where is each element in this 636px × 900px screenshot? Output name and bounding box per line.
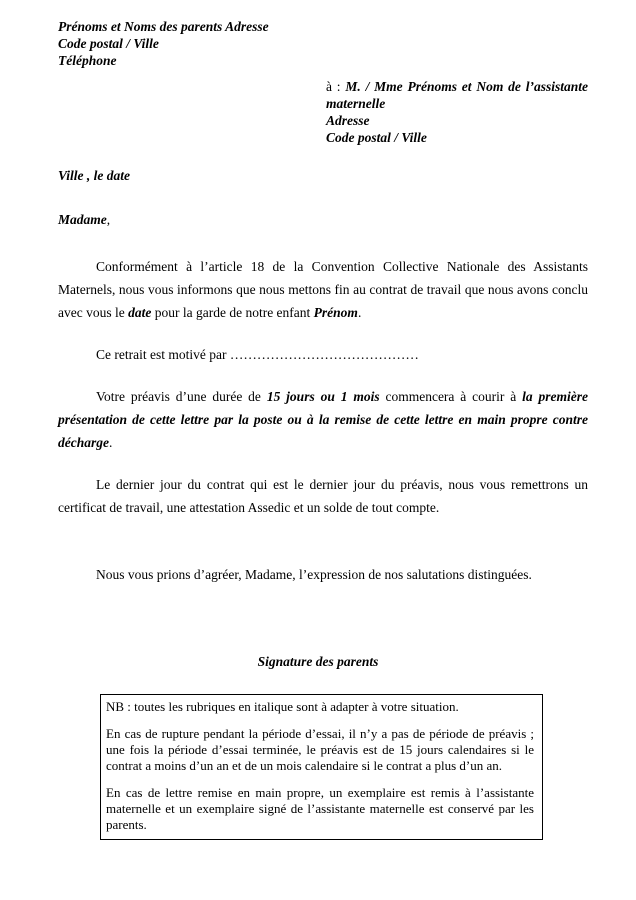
salutation-name: Madame bbox=[58, 212, 107, 227]
sender-name-address: Prénoms et Noms des parents Adresse bbox=[58, 19, 269, 34]
paragraph-last-day-text: Le dernier jour du contrat qui est le dernier jour du préavis, nous vous remettrons un certificat de travail, une attestation Assedic et un solde de tout compte. bbox=[58, 477, 588, 515]
nb-note-trial-period: En cas de rupture pendant la période d’essai, il n’y a pas de période de préavis ; une fois la période d’essai terminée, le préavis est de 15 jours calendaires si le contrat a moins d’un an et de un mois calendaire si le contrat a plus d’un an. bbox=[106, 726, 534, 773]
notice-duration: 15 jours ou 1 mois bbox=[266, 389, 380, 404]
recipient-prefix: à : bbox=[326, 79, 346, 94]
notice-start-condition: la première présentation de cette lettre par la poste ou à la remise de cette lettre en main propre contre décharge bbox=[58, 389, 588, 450]
paragraph-closing bbox=[58, 563, 588, 586]
place-date: Ville , le date bbox=[58, 168, 130, 183]
paragraph-notice-text2: commencera à courir à bbox=[379, 389, 523, 404]
contract-date: date bbox=[128, 305, 152, 320]
salutation-comma: , bbox=[106, 212, 111, 227]
recipient-address: Adresse bbox=[326, 113, 370, 128]
sender-block bbox=[58, 18, 269, 69]
child-name: Prénom bbox=[313, 305, 358, 320]
recipient-block bbox=[326, 78, 588, 146]
paragraph-termination-end: . bbox=[357, 305, 362, 320]
nb-box bbox=[100, 694, 543, 840]
paragraph-notice-end: . bbox=[109, 435, 113, 450]
paragraph-termination bbox=[58, 255, 588, 324]
paragraph-closing-text: Nous vous prions d’agréer, Madame, l’expression de nos salutations distinguées. bbox=[96, 567, 532, 582]
paragraph-notice-text: Votre préavis d’une durée de bbox=[96, 389, 267, 404]
paragraph-reason-text: Ce retrait est motivé par …………………………………… bbox=[96, 347, 419, 362]
paragraph-notice bbox=[58, 385, 588, 454]
nb-note-hand-delivery: En cas de lettre remise en main propre, un exemplaire est remis à l’assistante maternelle et un exemplaire signé de l’assistante maternelle est conservé par les parents. bbox=[106, 785, 534, 832]
paragraph-termination-text: Conformément à l’article 18 de la Convention Collective Nationale des Assistants Maternels, nous vous informons que nous mettons fin au contrat de travail que nous avons conclu avec vous le bbox=[58, 259, 588, 320]
sender-postal-city: Code postal / Ville bbox=[58, 36, 159, 51]
recipient-name-line bbox=[326, 78, 588, 95]
recipient-name-cont: maternelle bbox=[326, 96, 386, 111]
paragraph-termination-text2: pour la garde de notre enfant bbox=[151, 305, 314, 320]
nb-note-italic: NB : toutes les rubriques en italique sont à adapter à votre situation. bbox=[106, 699, 459, 714]
sender-phone: Téléphone bbox=[58, 53, 117, 68]
paragraph-last-day bbox=[58, 473, 588, 519]
recipient-postal-city: Code postal / Ville bbox=[326, 130, 427, 145]
salutation bbox=[58, 212, 110, 228]
recipient-name: M. / Mme Prénoms et Nom de l’assistante bbox=[345, 79, 589, 94]
signature-label: Signature des parents bbox=[257, 654, 379, 669]
paragraph-reason bbox=[58, 343, 588, 366]
